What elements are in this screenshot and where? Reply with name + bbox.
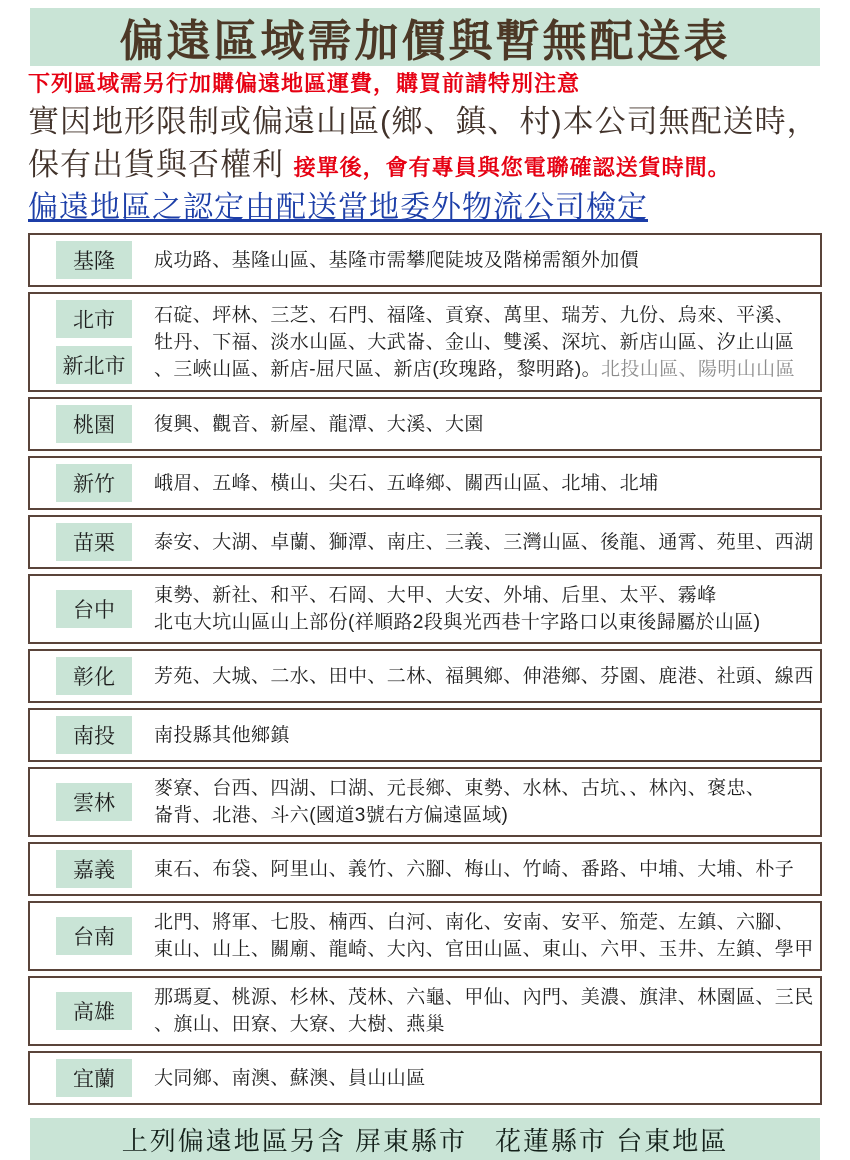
region-areas: [154, 1065, 426, 1092]
region-areas-text: 東勢、新社、和平、石岡、大甲、大安、外埔、后里、太平、霧峰: [154, 585, 717, 606]
region-areas: [154, 302, 795, 383]
region-areas-text: 牡丹、下福、淡水山區、大武崙、金山、雙溪、深坑、新店山區、汐止山區: [154, 331, 795, 353]
table-row: [28, 976, 822, 1046]
region-label: 苗栗: [56, 523, 132, 561]
region-areas: [154, 909, 814, 963]
region-label: 台南: [56, 917, 132, 955]
table-row: [28, 708, 822, 762]
region-areas: [154, 663, 814, 690]
region-label: 基隆: [56, 241, 132, 279]
region-areas-text: 麥寮、台西、四湖、口湖、元長鄉、東勢、水林、古坑、、林內、褒忠、: [154, 778, 766, 799]
region-areas: [154, 411, 484, 438]
region-areas-text: 那瑪夏、桃源、杉林、茂林、六龜、甲仙、內門、美濃、旗津、林園區、三民: [154, 987, 814, 1008]
region-label-column: [46, 992, 142, 1030]
region-label-column: [46, 464, 142, 502]
table-row: [28, 1051, 822, 1105]
notice-line2-red: 接單後，會有專員與您電聯確認送貨時間。: [293, 155, 731, 180]
table-row: [28, 397, 822, 451]
region-label-column: [46, 590, 142, 628]
region-label: 新竹: [56, 464, 132, 502]
table-row: [28, 767, 822, 837]
region-label-column: [46, 917, 142, 955]
region-label-column: [46, 1059, 142, 1097]
region-areas: [154, 984, 814, 1038]
table-row: [28, 515, 822, 569]
title-banner: [30, 8, 820, 66]
region-areas: [154, 582, 760, 636]
region-areas-text: 成功路、基隆山區、基隆市需攀爬陡坡及階梯需額外加價: [154, 249, 640, 271]
region-table: [28, 233, 822, 1105]
region-areas-text: 大同鄉、南澳、蘇澳、員山山區: [154, 1067, 426, 1089]
region-label: 南投: [56, 716, 132, 754]
region-areas: [154, 247, 639, 274]
region-label-column: [46, 241, 142, 279]
region-areas: [154, 722, 290, 749]
footer-note: [30, 1118, 820, 1160]
region-label: 高雄: [56, 992, 132, 1030]
notice-line2: 保有出貨與否權利: [28, 147, 284, 182]
region-areas-text: 東山、山上、關廟、龍崎、大內、官田山區、東山、六甲、玉井、左鎮、學甲: [154, 939, 814, 960]
region-areas-text: 泰安、大湖、卓蘭、獅潭、南庄、三義、三灣山區、後龍、通霄、苑里、西湖: [154, 531, 814, 553]
region-label: 北市: [56, 300, 132, 338]
region-areas-text: 、旗山、田寮、大寮、大樹、燕巢: [154, 1014, 446, 1035]
warning-text: 下列區域需另行加購偏遠地區運費，購買前請特別注意: [28, 71, 581, 96]
table-row: [28, 842, 822, 896]
region-areas-text: 復興、觀音、新屋、龍潭、大溪、大園: [154, 413, 484, 435]
region-label: 嘉義: [56, 850, 132, 888]
region-label-column: [46, 523, 142, 561]
region-label-column: [46, 300, 142, 384]
region-label: 宜蘭: [56, 1059, 132, 1097]
notice-line1: 實因地形限制或偏遠山區(鄉、鎮、村)本公司無配送時，: [28, 104, 819, 139]
notice-text: [28, 100, 822, 189]
region-label-column: [46, 850, 142, 888]
region-areas-text: 北屯大坑山區山上部份(祥順路2段與光西巷十字路口以東後歸屬於山區): [154, 612, 761, 633]
region-areas-text: 崙背、北港、斗六(國道3號右方偏遠區域): [154, 805, 509, 826]
region-areas-muted-text: 北投山區、陽明山山區: [600, 358, 795, 380]
region-label: 雲林: [56, 783, 132, 821]
table-row: [28, 456, 822, 510]
region-label-column: [46, 657, 142, 695]
footer-text: 上列偏遠地區另含 屏東縣市 花蓮縣市 台東地區: [121, 1125, 729, 1156]
region-areas-text: 北門、將軍、七股、楠西、白河、南化、安南、安平、笳萣、左鎮、六腳、: [154, 912, 795, 933]
table-row: [28, 649, 822, 703]
region-label: 新北市: [56, 346, 132, 384]
region-label-column: [46, 405, 142, 443]
table-row: [28, 292, 822, 392]
region-areas: [154, 856, 794, 883]
region-areas-text: 芳苑、大城、二水、田中、二林、福興鄉、伸港鄉、芬園、鹿港、社頭、線西: [154, 665, 814, 687]
certification-link[interactable]: 偏遠地區之認定由配送當地委外物流公司檢定: [28, 191, 648, 224]
region-areas-text: 峨眉、五峰、橫山、尖石、五峰鄉、關西山區、北埔、北埔: [154, 472, 659, 494]
region-label-column: [46, 716, 142, 754]
region-label-column: [46, 783, 142, 821]
region-label: 彰化: [56, 657, 132, 695]
region-areas: [154, 775, 765, 829]
region-areas-text: 南投縣其他鄉鎮: [154, 724, 290, 746]
region-areas: [154, 529, 814, 556]
table-row: [28, 901, 822, 971]
table-row: [28, 574, 822, 644]
region-areas-text: 東石、布袋、阿里山、義竹、六腳、梅山、竹崎、番路、中埔、大埔、朴子: [154, 858, 795, 880]
table-row: [28, 233, 822, 287]
region-label: 台中: [56, 590, 132, 628]
region-areas: [154, 470, 658, 497]
page-title: 偏遠區域需加價與暫無配送表: [119, 17, 731, 66]
region-areas-text: 石碇、坪林、三芝、石門、福隆、貢寮、萬里、瑞芳、九份、烏來、平溪、: [154, 304, 795, 326]
region-label: 桃園: [56, 405, 132, 443]
region-areas-text: 、三峽山區、新店-屈尺區、新店(玫瑰路，黎明路)。: [154, 358, 601, 380]
